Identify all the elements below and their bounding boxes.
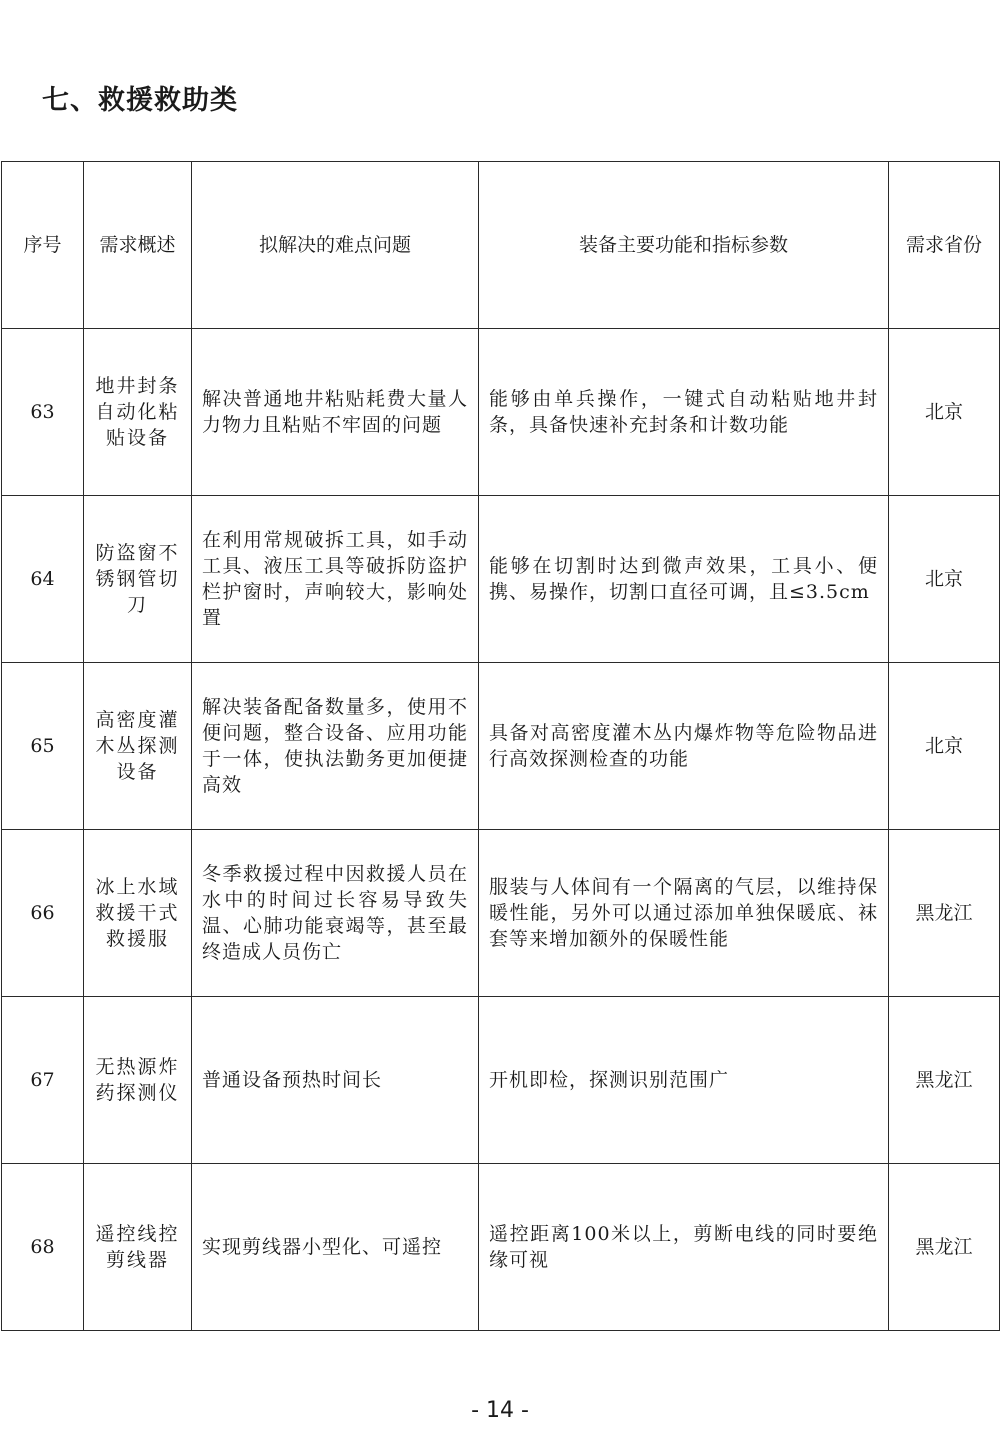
row-number: 66: [2, 830, 84, 997]
row-function: 遥控距离100米以上，剪断电线的同时要绝缘可视: [479, 1164, 889, 1331]
row-function: 开机即检，探测识别范围广: [479, 997, 889, 1164]
row-summary: 无热源炸药探测仪: [84, 997, 192, 1164]
row-summary: 遥控线控剪线器: [84, 1164, 192, 1331]
row-summary: 冰上水域救援干式救援服: [84, 830, 192, 997]
row-number: 63: [2, 329, 84, 496]
row-province: 北京: [889, 329, 1000, 496]
row-function: 具备对高密度灌木丛内爆炸物等危险物品进行高效探测检查的功能: [479, 663, 889, 830]
header-number: 序号: [2, 162, 84, 329]
row-function: 服装与人体间有一个隔离的气层，以维持保暖性能，另外可以通过添加单独保暖底、袜套等来增加额外的保暖性能: [479, 830, 889, 997]
row-province: 北京: [889, 496, 1000, 663]
row-number: 64: [2, 496, 84, 663]
table-row: [2, 496, 1000, 663]
row-province: 黑龙江: [889, 997, 1000, 1164]
row-province: 北京: [889, 663, 1000, 830]
table-row: [2, 1164, 1000, 1331]
table-row: [2, 830, 1000, 997]
page-number: - 14 -: [471, 1398, 529, 1423]
requirements-table: [1, 161, 1000, 1331]
table-row: [2, 663, 1000, 830]
row-function: 能够在切割时达到微声效果，工具小、便携、易操作，切割口直径可调，且≤3.5cm: [479, 496, 889, 663]
header-function: 装备主要功能和指标参数: [479, 162, 889, 329]
row-problem: 解决普通地井粘贴耗费大量人力物力且粘贴不牢固的问题: [192, 329, 479, 496]
row-province: 黑龙江: [889, 830, 1000, 997]
header-problem: 拟解决的难点问题: [192, 162, 479, 329]
row-summary: 高密度灌木丛探测设备: [84, 663, 192, 830]
table-header-row: [2, 162, 1000, 329]
row-province: 黑龙江: [889, 1164, 1000, 1331]
row-number: 68: [2, 1164, 84, 1331]
row-problem: 普通设备预热时间长: [192, 997, 479, 1164]
row-summary: 地井封条自动化粘贴设备: [84, 329, 192, 496]
row-summary: 防盗窗不锈钢管切刀: [84, 496, 192, 663]
row-function: 能够由单兵操作，一键式自动粘贴地井封条，具备快速补充封条和计数功能: [479, 329, 889, 496]
header-summary: 需求概述: [84, 162, 192, 329]
row-problem: 在利用常规破拆工具，如手动工具、液压工具等破拆防盗护栏护窗时，声响较大，影响处置: [192, 496, 479, 663]
row-problem: 实现剪线器小型化、可遥控: [192, 1164, 479, 1331]
row-number: 67: [2, 997, 84, 1164]
header-province: 需求省份: [889, 162, 1000, 329]
section-title: 七、救援救助类: [42, 85, 238, 116]
row-number: 65: [2, 663, 84, 830]
row-problem: 解决装备配备数量多，使用不便问题，整合设备、应用功能于一体，使执法勤务更加便捷高效: [192, 663, 479, 830]
row-problem: 冬季救援过程中因救援人员在水中的时间过长容易导致失温、心肺功能衰竭等，甚至最终造成人员伤亡: [192, 830, 479, 997]
table-row: [2, 329, 1000, 496]
table-row: [2, 997, 1000, 1164]
